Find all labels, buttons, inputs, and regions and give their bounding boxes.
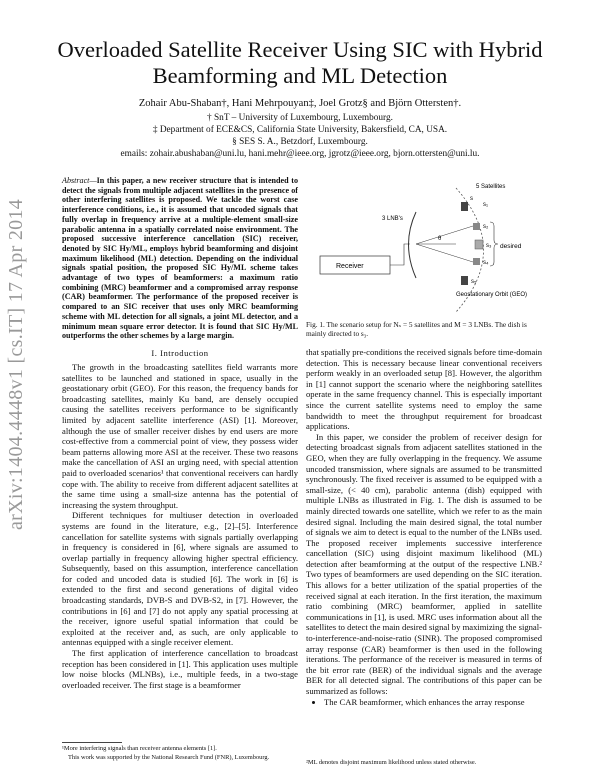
author-list: Zohair Abu-Shaban†, Hani Mehrpouyan‡, Joel Grotz§ and Björn Ottersten†. — [138, 98, 462, 109]
satellite-s4-icon — [473, 258, 480, 265]
left-column-body — [62, 362, 298, 690]
abstract-label: Abstract — [62, 176, 90, 185]
list-item: • The CAR beamformer, which enhances the array response — [324, 697, 542, 708]
paragraph: The growth in the broadcasting satellites field warrants more satellites to be launched and stationed in space, usually in the geostationary orbit (GEO). For this reason, the frequency bands for broadcasting satellites, mainly Ku band, are densely occupied causing the satellites receivers performance to be significantly limited by adjacent satellite interference (ASI) [1]. Moreover, although the use of smaller receiver dishes by end users are more cost-effective from a commercial point of view, they possess wider beam patterns allowing more ASI at the receiver. These two reasons make the cancellation of ASI an urging need, with special attention paid to overloaded scenarios¹ that conventional receivers can hardly cope with. The ability to receive from different adjacent satellites at the same time using a small-size antenna has the potential of increasing the system throughput. — [62, 362, 298, 510]
label-s4: s₄ — [483, 260, 489, 266]
geo-label: Geostationary Orbit (GEO) — [456, 292, 528, 298]
paragraph: Different techniques for multiuser detection in overloaded systems are found in the literature, e.g., [2]–[5]. Interference cancellation for satellite systems with signals partially overlapping in frequency is considered in [6], where signals are assumed to overlap partially in frequency allowing higher spectral efficiency. Subsequently, based on this assumption, interference cancellation for coded and uncoded data is studied [6]. The work in [6] is extended to the first and second generations of digital video broadcasting standards, DVB-S and DVB-S2, in [7]. However, the contributions in [6] and [7] do not apply any spatial processing at the receiver, ignore useful spatial information that could be exploited at the receiver and, as such, are only applicable to antennas equipped with a single receiver element. — [62, 510, 298, 648]
satellite-s3-icon — [475, 240, 483, 249]
satellite-s2-icon — [473, 223, 480, 230]
label-s1: s₁ — [483, 202, 489, 208]
footnote-funding: This work was supported by the National Research Fund (FNR), Luxembourg. — [68, 754, 270, 761]
dish-icon — [409, 212, 417, 278]
receiver-label: Receiver — [336, 263, 364, 270]
arxiv-side-stamp: arXiv:1404.4448v1 [cs.IT] 17 Apr 2014 — [5, 198, 27, 530]
figure-1-diagram — [306, 170, 542, 318]
desired-label: desired — [500, 243, 522, 250]
contribution-list — [306, 697, 542, 708]
footnote-rule — [62, 742, 122, 743]
right-column-body — [306, 347, 542, 707]
satellite-s5-icon — [461, 276, 468, 285]
abstract: Abstract—In this paper, a new receiver structure that is intended to detect the signals from multiple adjacent satellites in the presence of other interfering satellites is proposed. We tackle the worst case interference conditions, i.e., it is assumed that uncoded signals that fully overlap in frequency arrive at a multiple-element small-size parabolic antenna in a spatially correlated noise environment. The proposed successive interference cancellation (SIC) receiver, denoted by SIC Hy/ML, employs hybrid beamforming and disjoint maximum likelihood (ML) detection. Depending on the individual signals spatial position, the proposed SIC Hy/ML scheme takes advantage of two types of beamformers: a maximum ratio combining (MRC) beamformer and a compromised array response (CAR) beamformer. The performance of the proposed receiver is compared to an SIC receiver that uses only MRC beamforming scheme with ML detection for all signals, a joint ML detector, and a minimum mean square error detector. It is found that SIC Hy/ML outperforms the other schemes by a large margin. — [62, 176, 298, 341]
svg-text:s: s — [470, 196, 473, 202]
author-emails: emails: zohair.abushaban@uni.lu, hani.mehr@ieee.org, jgrotz@ieee.org, bjorn.ottersten@uni.lu. — [120, 149, 480, 159]
figure-1-caption: Fig. 1. The scenario setup for Nₛ = 5 satellites and M = 3 LNBs. The dish is mainly directed to s₃. — [306, 320, 527, 338]
affiliation-snt: † SnT – University of Luxembourg, Luxembourg. — [207, 113, 393, 123]
label-s3: s₃ — [486, 243, 492, 249]
paragraph: In this paper, we consider the problem of receiver design for detecting broadcast signals from adjacent satellites stationed in the GEO, when they are fully overlapping in the frequency. We assume uncoded transmission, where signals are assumed to be transmitted synchronously. The fixed receiver is assumed to be equipped with a small-size, (< 40 cm), parabolic antenna (dish) equipped with multiple LNBs as illustrated in Fig. 1. The dish is assumed to be mainly directed towards one satellite, which we refer to as the main desired signal. Including the main desired signal, the total number of signals we aim to detect is equal to the number of the LNBs used. The proposed receiver implements successive interference cancellation (SIC) using disjoint maximum likelihood (ML) detection after beamforming at the output of the respective LNB.² Two types of beamformers are used depending on the SIC iteration. This allows for a better utilization of the spatial properties of the received signal at each iteration. In the first iteration, the maximum ratio combining (MRC) beamformer, applied in satellite communications in [1], is used. MRC uses information about all the satellites to detect the main desired signal by maximizing the signal-to-interference-and-noise-ratio (SINR). The proposed compromised array response (CAR) beamformer is then used in the following iterations. The performance of the receiver is measured in terms of the bit error rate (BER) of the individual signals and the average BER for all detected signal. The contributions of this paper can be summarized as follows: — [306, 431, 542, 696]
footnote-1: ¹More interfering signals than receiver antenna elements [1]. — [62, 745, 217, 752]
affiliation-ses: § SES S. A., Betzdorf, Luxembourg. — [232, 137, 368, 147]
receiver-link — [390, 244, 410, 265]
paragraph: that spatially pre-conditions the received signals before time-domain detection. This is necessary because linear conventional receivers perform weakly in an overloaded setup [8]. However, the algorithm in [1] cannot support the scenario where the neighboring satellites operate in the same frequency channel. This is especially important since the current satellite systems need to employ the same bandwidth to meet the throughput requirement for broadcast applications. — [306, 347, 543, 432]
theta-label: θ — [438, 236, 442, 242]
paragraph: The first application of interference cancellation to broadcast reception has been considered in [1]. This application uses multiple low noise blocks (MLNBs), i.e., multiple feeds, in a two-stage overloaded receiver. The first stage is a beamformer — [62, 648, 298, 690]
label-s2: s₂ — [483, 224, 489, 230]
paper-title: Overloaded Satellite Receiver Using SIC with Hybrid Beamforming and ML Detection — [57, 37, 543, 88]
label-s5: s₅ — [471, 279, 477, 285]
section-heading: I. Introduction — [151, 348, 209, 358]
satellites-label: 5 Satellites — [476, 184, 506, 190]
affiliation-csub: ‡ Department of ECE&CS, California State University, Bakersfield, CA, USA. — [152, 125, 448, 135]
abstract-text: In this paper, a new receiver structure that is intended to detect the signals from multiple adjacent satellites in the presence of other interfering satellites is proposed. We tackle the worst case interference conditions, i.e., it is assumed that uncoded signals that fully overlap in frequency arrive at a multiple-element small-size parabolic antenna in a spatially correlated noise environment. The proposed successive interference cancellation (SIC) receiver, denoted by SIC Hy/ML, employs hybrid beamforming and disjoint maximum likelihood (ML) detection. Depending on the individual signals spatial position, the proposed SIC Hy/ML scheme takes advantage of two types of beamformers: a maximum ratio combining (MRC) beamformer and a compromised array response (CAR) beamformer. The performance of the proposed receiver is compared to an SIC receiver that uses only MRC beamforming scheme with ML detection for all signals, a joint ML detector, and a minimum mean square error detector. It is found that SIC Hy/ML outperforms the other schemes by a large margin. — [62, 176, 298, 341]
beam-line — [416, 244, 473, 262]
beam-line — [416, 226, 473, 244]
lnbs-label: 3 LNB's — [382, 216, 403, 222]
footnote-2: ²ML denotes disjoint maximum likelihood unless stated otherwise. — [306, 759, 477, 766]
